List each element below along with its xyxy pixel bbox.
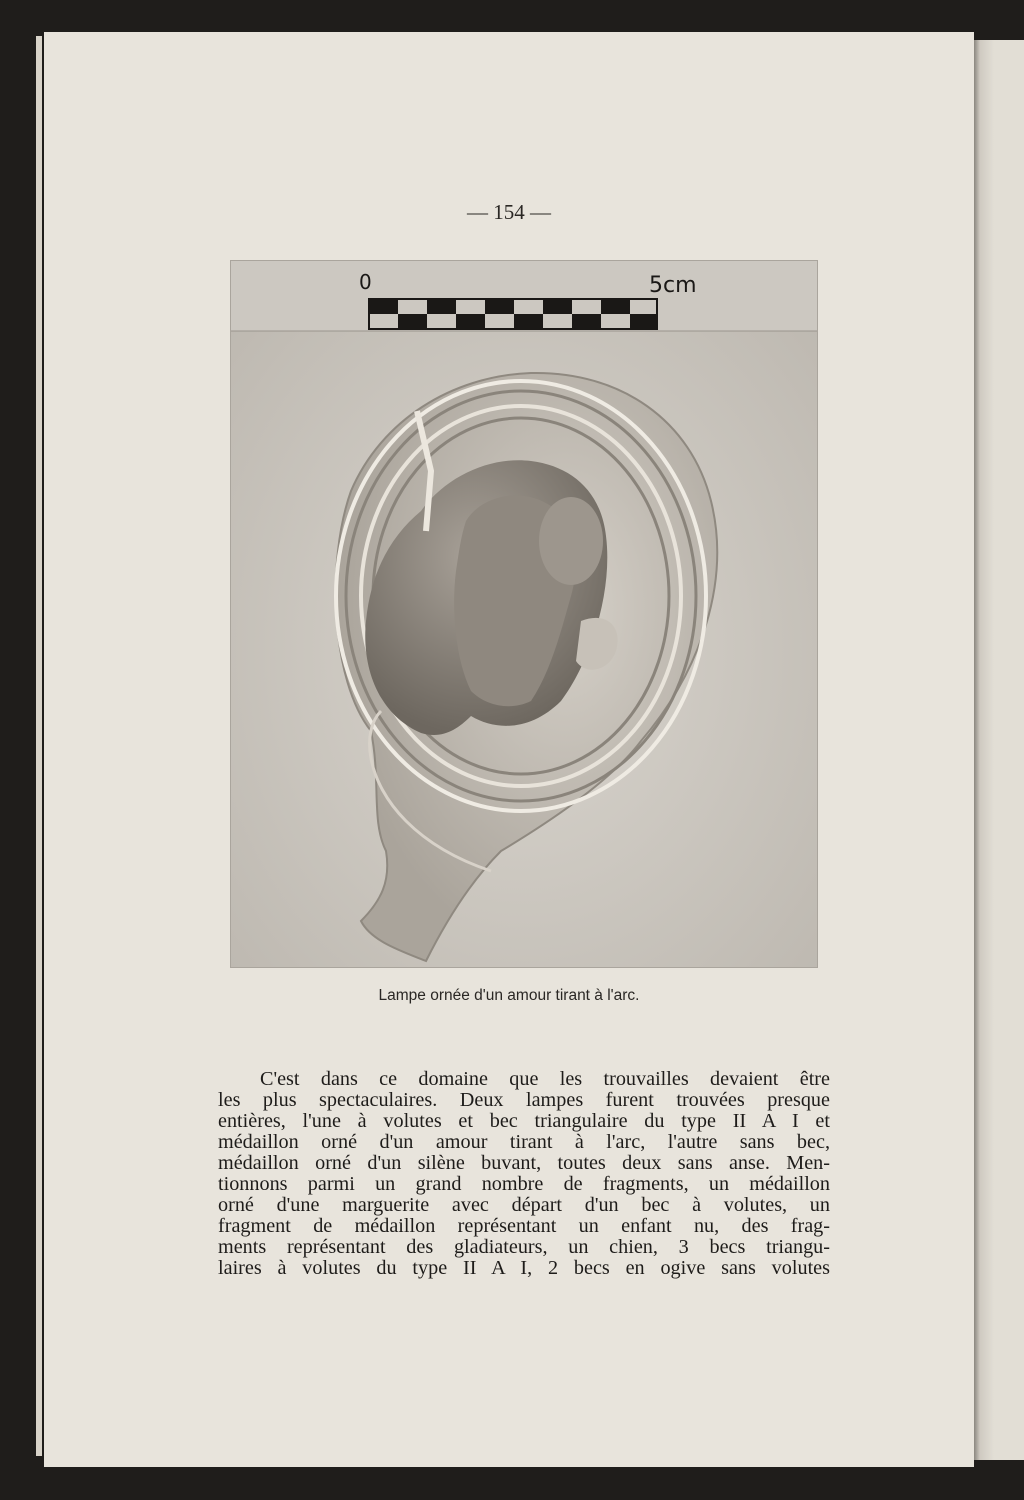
body-line: médaillon orné d'un silène buvant, toutes deux sans anse. Men- xyxy=(218,1152,830,1174)
body-line: orné d'une marguerite avec départ d'un bec à volutes, un xyxy=(218,1194,830,1216)
body-line: laires à volutes du type II A I, 2 becs en ogive sans volutes xyxy=(218,1257,830,1279)
lamp-photograph xyxy=(230,260,818,968)
body-line: ments représentant des gladiateurs, un chien, 3 becs triangu- xyxy=(218,1236,830,1258)
body-line: entières, l'une à volutes et bec triangulaire du type II A I et xyxy=(218,1110,830,1132)
facing-page-edge xyxy=(974,40,1024,1460)
book-page xyxy=(44,32,974,1467)
body-line: les plus spectaculaires. Deux lampes furent trouvées presque xyxy=(218,1089,830,1111)
page-number: — 154 — xyxy=(467,200,551,224)
body-line: C'est dans ce domaine que les trouvailles devaient être xyxy=(260,1068,830,1090)
figure-caption: Lampe ornée d'un amour tirant à l'arc. xyxy=(378,987,640,1004)
scale-label-five-cm: 5cm xyxy=(649,273,697,298)
page-edge xyxy=(36,36,42,1456)
body-line: fragment de médaillon représentant un enfant nu, des frag- xyxy=(218,1215,830,1237)
body-paragraph xyxy=(218,1069,830,1279)
body-line: tionnons parmi un grand nombre de fragments, un médaillon xyxy=(218,1173,830,1195)
lamp-photo-drawing xyxy=(231,261,817,967)
scale-label-zero: 0 xyxy=(359,270,372,294)
body-line: médaillon orné d'un amour tirant à l'arc, l'autre sans bec, xyxy=(218,1131,830,1153)
